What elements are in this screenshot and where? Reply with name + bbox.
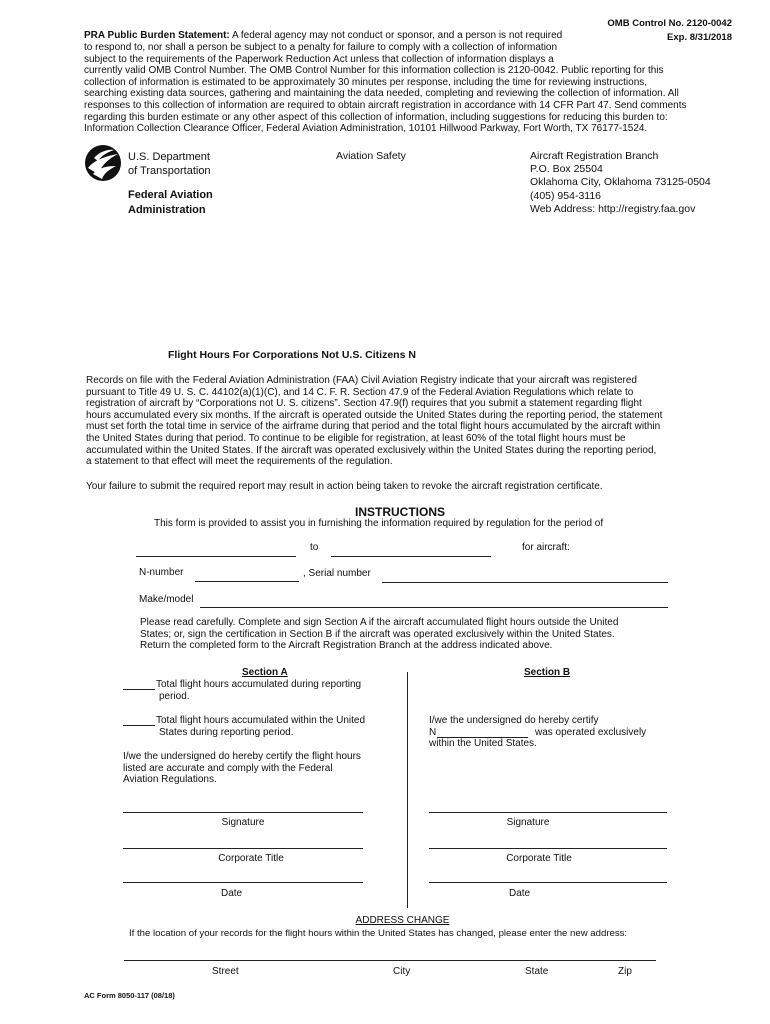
- section-b-title-field[interactable]: [429, 848, 667, 849]
- period-end-field[interactable]: [331, 556, 491, 557]
- branch-pobox: P.O. Box 25504: [530, 163, 603, 176]
- section-a-date-label: Date: [221, 888, 243, 899]
- instructions-heading: INSTRUCTIONS: [355, 505, 445, 519]
- failure-warning: Your failure to submit the required report may result in action being taken to revoke the aircraft registration certificate.: [86, 481, 603, 492]
- faa-name: [128, 188, 213, 218]
- faa-name-line-1: Federal Aviation: [128, 189, 213, 201]
- cert-line: Aviation Regulations.: [123, 774, 217, 786]
- section-b-cert-line-1: I/we the undersigned do hereby certify: [429, 715, 599, 726]
- section-b-heading: Section B: [524, 667, 571, 678]
- section-b-signature-label: Signature: [506, 817, 550, 828]
- new-address-field[interactable]: [124, 960, 656, 961]
- pra-line: subject to the requirements of the Paperwork Reduction Act unless that collection of information displays a: [84, 53, 554, 65]
- records-line: registration of aircraft by “Corporations not U. S. citizens”. Section 47.9(f) requires that you submit a statement regarding flight: [86, 398, 642, 410]
- form-id: AC Form 8050-117 (08/18): [84, 991, 175, 1000]
- zip-label: Zip: [618, 966, 632, 977]
- serial-number-label: , Serial number: [303, 568, 371, 579]
- period-start-field[interactable]: [136, 556, 296, 557]
- records-line: must set forth the total time in service of the airframe during that period and the total flight hours accumulated by the aircraft within: [86, 421, 661, 433]
- office-name: Aviation Safety: [336, 150, 406, 162]
- branch-city: Oklahoma City, Oklahoma 73125-0504: [530, 176, 711, 189]
- section-a-heading: Section A: [242, 667, 288, 678]
- total-hours-field[interactable]: [123, 689, 155, 690]
- pra-line: responses to this collection of information are required to obtain aircraft registration in accordance with 14 CFR Part 47. Send comments: [84, 99, 687, 111]
- city-label: City: [393, 966, 411, 977]
- total-hours-label-2: period.: [159, 690, 190, 702]
- records-paragraph: [86, 375, 746, 468]
- n-number-label: N-number: [139, 567, 184, 578]
- pra-line: Information Collection Clearance Officer, Federal Aviation Administration, 10101 Hillwood Parkway, Fort Worth, TX 76177-1524.: [84, 123, 648, 135]
- section-b-title-label: Corporate Title: [506, 853, 572, 864]
- pra-line-1: A federal agency may not conduct or sponsor, and a person is not required: [232, 30, 563, 41]
- section-b-signature-field[interactable]: [429, 812, 667, 813]
- records-line: pursuant to Title 49 U. S. C. 44102(a)(1)(C), and 14 C. F. R. Section 47.9 of the Federal Aviation Regulations which relate to: [86, 386, 634, 398]
- faa-name-line-2: Administration: [128, 204, 206, 216]
- branch-web: Web Address: http://registry.faa.gov: [530, 202, 696, 215]
- records-line: the United States during that period. To continue to be eligible for registration, at least 60% of the total flight hours must be: [86, 432, 626, 444]
- records-line: Records on file with the Federal Aviation Administration (FAA) Civil Aviation Registry indicate that your aircraft was registered: [86, 375, 637, 386]
- please-line: States; or, sign the certification in Section B if the aircraft was operated exclusively within the United States.: [140, 628, 615, 640]
- pra-statement-first-line: [84, 30, 604, 42]
- cert-line: I/we the undersigned do hereby certify the flight hours: [123, 751, 361, 762]
- please-read-paragraph: [140, 617, 700, 652]
- serial-number-field[interactable]: [382, 582, 668, 583]
- section-b-date-label: Date: [509, 888, 531, 899]
- pra-heading: PRA Public Burden Statement:: [84, 30, 230, 41]
- omb-control-number: OMB Control No. 2120-0042: [607, 18, 732, 29]
- us-hours-label-2: States during reporting period.: [159, 726, 294, 738]
- branch-phone: (405) 954-3116: [530, 189, 602, 202]
- section-b-cert-line-2: was operated exclusively: [535, 727, 647, 738]
- branch-name: Aircraft Registration Branch: [530, 150, 659, 162]
- section-a-title-label: Corporate Title: [218, 853, 284, 864]
- to-label: to: [310, 542, 319, 553]
- total-hours-label-1: Total flight hours accumulated during reporting: [156, 679, 362, 690]
- us-hours-label: [156, 715, 396, 738]
- instructions-intro: This form is provided to assist you in furnishing the information required by regulation for the period of: [154, 518, 604, 529]
- section-divider: [407, 672, 408, 908]
- cert-line: listed are accurate and comply with the Federal: [123, 762, 333, 774]
- dot-logo-icon: [84, 144, 122, 182]
- section-a-certification: [123, 751, 393, 786]
- section-a-signature-field[interactable]: [123, 812, 363, 813]
- please-line: Please read carefully. Complete and sign Section A if the aircraft accumulated flight hours outside the United: [140, 617, 619, 628]
- section-a-signature-label: Signature: [221, 817, 265, 828]
- n-number-field[interactable]: [195, 581, 299, 582]
- make-model-label: Make/model: [139, 594, 194, 605]
- section-b-n-prefix: N: [429, 727, 437, 738]
- section-b-date-field[interactable]: [429, 882, 667, 883]
- section-a-title-field[interactable]: [123, 848, 363, 849]
- us-hours-label-1: Total flight hours accumulated within the United: [156, 715, 366, 726]
- pra-line: collection of information is estimated to be approximately 30 minutes per response, including the time for reviewing instructions,: [84, 76, 648, 88]
- pra-line: regarding this burden estimate or any other aspect of this collection of information, including suggestions for reducing this burden to:: [84, 111, 668, 123]
- branch-address: [530, 150, 711, 216]
- records-line: a statement to that effect will meet the requirements of the regulation.: [86, 456, 393, 468]
- omb-expiry: Exp. 8/31/2018: [667, 32, 732, 43]
- dot-name-line-2: of Transportation: [128, 165, 211, 177]
- total-hours-label: [156, 679, 396, 702]
- address-change-text: If the location of your records for the flight hours within the United States has changed, please enter the new address:: [129, 928, 628, 939]
- form-title: Flight Hours For Corporations Not U.S. Citizens N: [168, 349, 416, 361]
- pra-line: currently valid OMB Control Number. The OMB Control Number for this information collection is 2120-0042. Public reporting for this: [84, 65, 664, 77]
- section-a-date-field[interactable]: [123, 882, 363, 883]
- please-line: Return the completed form to the Aircraft Registration Branch at the address indicated above.: [140, 640, 553, 652]
- address-change-heading: ADDRESS CHANGE: [355, 915, 450, 926]
- make-model-field[interactable]: [200, 607, 668, 608]
- section-b-cert-line-3: within the United States.: [429, 738, 537, 749]
- records-line: accumulated within the United States. If the aircraft was operated exclusively within the United States during the reporting period,: [86, 444, 657, 456]
- records-line: hours accumulated every six months. If the aircraft is operated outside the United States during the reporting period, the statement: [86, 409, 663, 421]
- us-hours-field[interactable]: [123, 725, 155, 726]
- state-label: State: [525, 966, 549, 977]
- for-aircraft-label: for aircraft:: [522, 542, 570, 553]
- pra-line: searching existing data sources, gathering and maintaining the data needed, completing and reviewing the collection of information. All: [84, 88, 679, 100]
- dot-name-line-1: U.S. Department: [128, 151, 210, 163]
- dot-name: [128, 150, 211, 178]
- pra-line: to respond to, nor shall a person be subject to a penalty for failure to comply with a collection of information: [84, 42, 558, 53]
- street-label: Street: [212, 966, 239, 977]
- pra-statement-body: [84, 42, 744, 135]
